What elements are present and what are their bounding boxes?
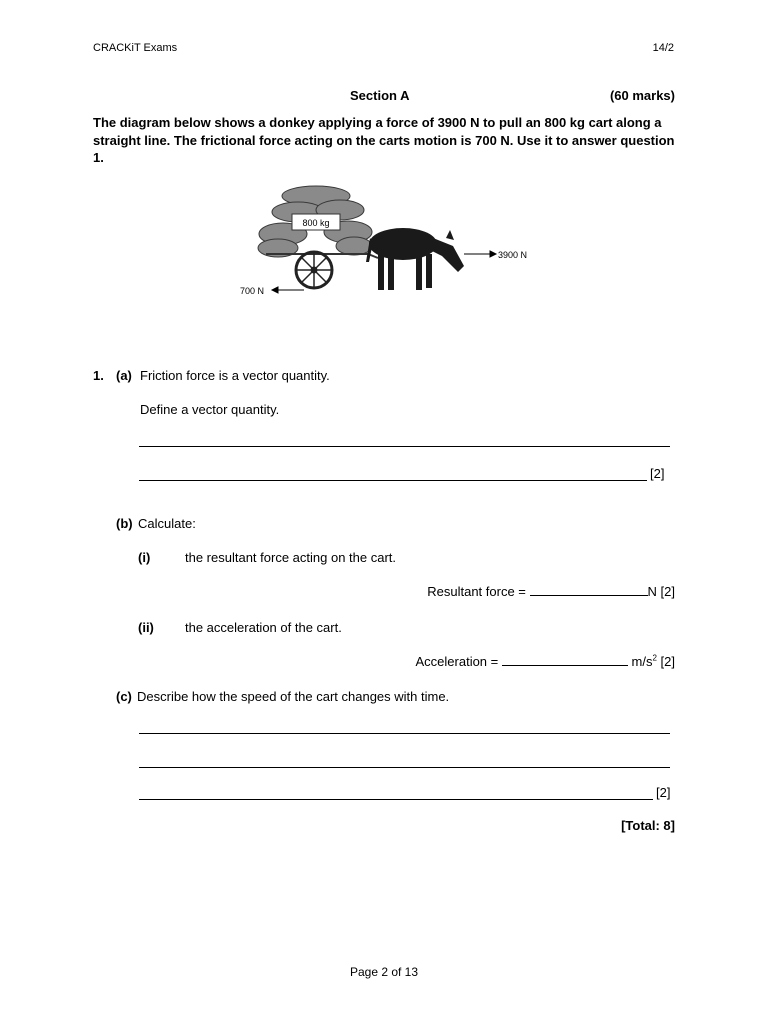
part-a-label: (a): [116, 368, 132, 383]
acceleration-marks: [2]: [660, 654, 675, 669]
resultant-label: Resultant force =: [427, 584, 526, 599]
part-c-text: Describe how the speed of the cart changes with time.: [137, 689, 450, 704]
part-c-marks: [2]: [656, 785, 671, 800]
total-marks: [Total: 8]: [621, 818, 675, 833]
answer-line-c2[interactable]: [139, 767, 670, 768]
acceleration-label: Acceleration =: [415, 654, 499, 669]
answer-line-a2[interactable]: [139, 480, 647, 481]
acceleration-blank[interactable]: [502, 654, 628, 666]
pull-force-label: 3900 N: [498, 250, 528, 260]
mass-label: 800 kg: [302, 218, 330, 228]
acceleration-unit: $m/s^2$: [631, 653, 657, 669]
resultant-blank[interactable]: [530, 584, 648, 596]
part-c-label: (c): [116, 689, 132, 704]
header-right: 14/2: [652, 42, 674, 54]
resultant-unit: N: [647, 584, 657, 599]
part-a-marks: [2]: [650, 466, 665, 481]
part-b-ii-text: the acceleration of the cart.: [185, 620, 342, 635]
part-b-i-label: (i): [138, 550, 151, 565]
donkey-cart-diagram: [228, 174, 540, 302]
friction-arrow: [272, 287, 304, 293]
answer-line-a1[interactable]: [139, 446, 670, 447]
intro-text: The diagram below shows a donkey applying a force of 3900 N to pull an 800 kg cart along a straight line. The frictional force acting on the carts motion is 700 N. Use it to answer question 1.: [93, 115, 675, 165]
pull-arrow: [464, 251, 496, 257]
page-number: Page 2 of 13: [349, 965, 419, 979]
acceleration-answer-row: [416, 654, 676, 669]
part-b-ii-label: (ii): [138, 620, 154, 635]
part-b-stem: Calculate:: [138, 516, 196, 531]
part-a-prompt: Define a vector quantity.: [140, 402, 280, 417]
resultant-marks: [2]: [660, 584, 675, 599]
section-marks: (60 marks): [609, 88, 675, 103]
part-b-label: (b): [116, 516, 133, 531]
answer-line-c1[interactable]: [139, 733, 670, 734]
part-b-i-text: the resultant force acting on the cart.: [185, 550, 397, 565]
answer-line-c3[interactable]: [139, 799, 653, 800]
resultant-answer-row: [427, 584, 675, 599]
part-a-stem: Friction force is a vector quantity.: [140, 368, 330, 383]
section-title: Section A: [350, 88, 410, 103]
header-left: CRACKiT Exams: [93, 42, 178, 54]
donkey: [366, 228, 464, 290]
question-number: 1.: [93, 368, 104, 383]
cart-wheel: [296, 252, 332, 288]
friction-force-label: 700 N: [240, 286, 265, 296]
